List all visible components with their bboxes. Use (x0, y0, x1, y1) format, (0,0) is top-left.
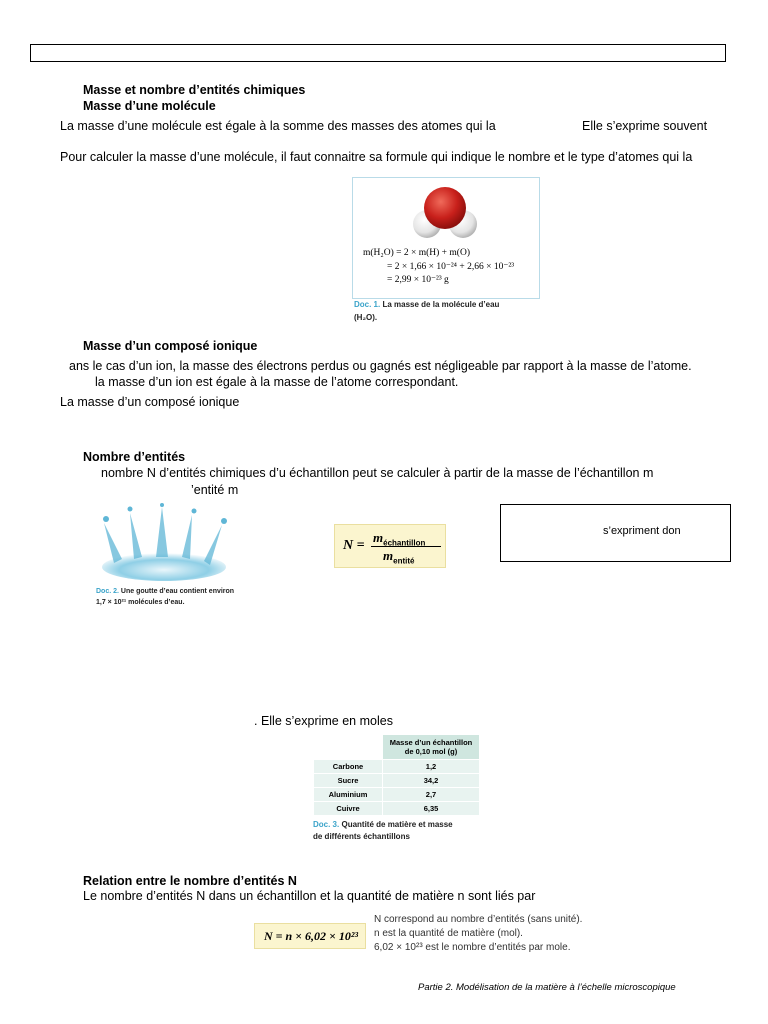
formula-entities (334, 524, 446, 568)
paragraph-molecule-unit: Elle s’exprime souvent (582, 119, 708, 133)
subsection-title-ionic: Masse d’un composé ionique (83, 339, 258, 353)
legend-line-avogadro: 6,02 × 10²³ est le nombre d’entités par mole. (374, 942, 571, 953)
paragraph-formula-need: Pour calculer la masse d’une molécule, il faut connaitre sa formule qui indique le nombre et le type d’atomes qui la (60, 150, 693, 164)
water-splash-icon (94, 503, 232, 587)
table-corner (314, 735, 383, 760)
formula-lhs: N = (343, 538, 365, 553)
header-frame (30, 44, 726, 62)
doc1-caption-line1: La masse de la molécule d’eau (382, 300, 500, 309)
formula-avogadro-text: N = n × 6,02 × 10²³ (264, 929, 359, 943)
section-title: Masse et nombre d’entités chimiques (83, 83, 306, 97)
doc3-caption-line1: Quantité de matière et masse (341, 820, 453, 829)
note-box (500, 504, 731, 562)
doc1-label: Doc. 1. (354, 300, 381, 309)
doc1-figure (352, 177, 540, 299)
table-cell-name: Cuivre (314, 802, 383, 816)
paragraph-ionic-compound: La masse d’un composé ionique (60, 395, 240, 409)
subsection-title-molecule: Masse d’une molécule (83, 99, 216, 113)
doc3-caption (313, 820, 453, 829)
paragraph-ion-electrons: ans le cas d’un ion, la masse des électrons perdus ou gagnés est négligeable par rapport à la masse de l’atome. (69, 359, 692, 373)
page-footer: Partie 2. Modélisation de la matière à l’échelle microscopique (418, 982, 676, 993)
doc2-caption-line2: 1,7 × 10²¹ molécules d’eau. (96, 599, 185, 606)
doc3-label: Doc. 3. (313, 820, 340, 829)
table-cell-value: 1,2 (383, 760, 480, 774)
formula-denominator: $m_{entité}$ (383, 548, 415, 566)
table-header-line1: Masse d’un échantillon (389, 738, 473, 747)
paragraph-relation: Le nombre d’entités N dans un échantillon et la quantité de matière n sont liés par (83, 889, 536, 903)
table-cell-name: Carbone (314, 760, 383, 774)
doc2-caption-line1: Une goutte d’eau contient environ (120, 588, 235, 595)
formula-avogadro (254, 923, 366, 949)
paragraph-entity-mass: ’entité m (191, 483, 239, 497)
paragraph-molecule-mass: La masse d’une molécule est égale à la somme des masses des atomes qui la (60, 119, 496, 133)
legend-line-N: N correspond au nombre d’entités (sans unité). (374, 914, 583, 925)
paragraph-moles: . Elle s’exprime en moles (254, 714, 393, 728)
doc3-table (313, 734, 480, 816)
table-header (383, 735, 480, 760)
note-box-text: s’expriment don (603, 525, 681, 537)
paragraph-ion-mass: la masse d’un ion est égale à la masse de l’atome correspondant. (95, 375, 459, 389)
doc2-label: Doc. 2. (96, 588, 119, 595)
table-cell-name: Sucre (314, 774, 383, 788)
doc1-equation-3: = 2,99 × 10⁻²³ g (387, 275, 449, 285)
doc1-caption-line2: (H₂O). (354, 313, 378, 322)
table-header-line2: de 0,10 mol (g) (404, 747, 458, 756)
subsection-title-relation: Relation entre le nombre d’entités N (83, 874, 297, 888)
subsection-title-entities: Nombre d’entités (83, 450, 186, 464)
doc2-caption (96, 588, 234, 595)
table-cell-name: Aluminium (314, 788, 383, 802)
paragraph-entities-count: nombre N d’entités chimiques d’u échantillon peut se calculer à partir de la masse de l’échantillon m (101, 466, 654, 480)
formula-fraction-bar (371, 546, 441, 547)
doc1-equation-1: m(H₂O) = 2 × m(H) + m(O) (363, 248, 470, 258)
formula-numerator: $m_{échantillon}$ (373, 530, 426, 548)
table-cell-value: 34,2 (383, 774, 480, 788)
doc3-caption-line2: de différents échantillons (313, 832, 410, 841)
table-cell-value: 2,7 (383, 788, 480, 802)
table-cell-value: 6,35 (383, 802, 480, 816)
doc1-caption (354, 300, 499, 309)
legend-line-n: n est la quantité de matière (mol). (374, 928, 523, 939)
doc1-equation-2: = 2 × 1,66 × 10⁻²⁴ + 2,66 × 10⁻²³ (387, 262, 515, 272)
